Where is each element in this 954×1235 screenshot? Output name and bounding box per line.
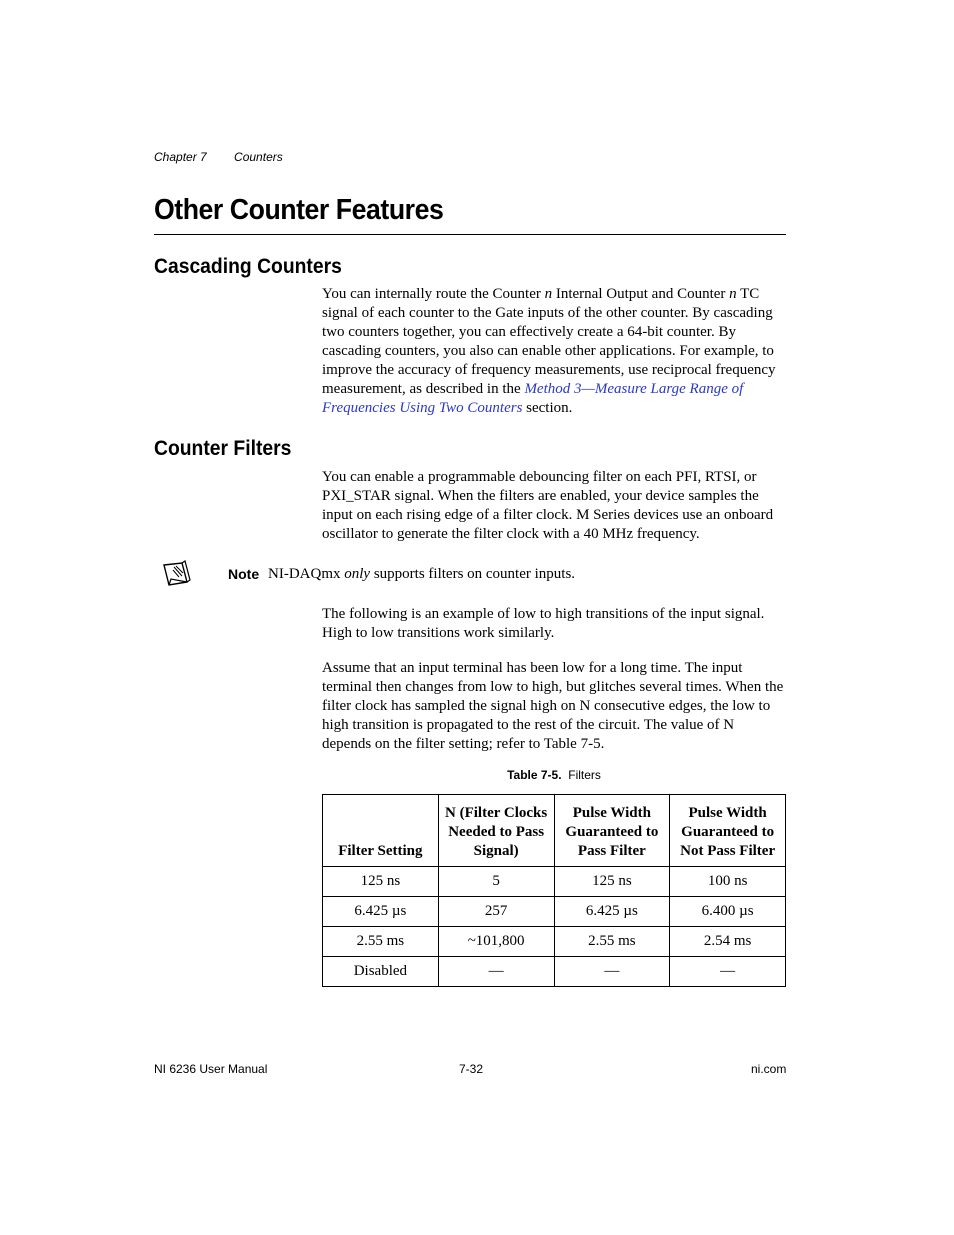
text-run: section. bbox=[522, 400, 573, 416]
column-header: N (Filter Clocks Needed to Pass Signal) bbox=[438, 795, 554, 867]
table-cell: Disabled bbox=[323, 957, 439, 987]
table-row bbox=[323, 897, 786, 927]
text-run: NI-DAQmx bbox=[268, 566, 345, 582]
table-cell: ~101,800 bbox=[438, 927, 554, 957]
column-header: Filter Setting bbox=[323, 795, 439, 867]
table-header-row bbox=[323, 795, 786, 867]
table-row bbox=[323, 957, 786, 987]
footer-page-number: 7-32 bbox=[459, 1062, 484, 1076]
running-header bbox=[154, 150, 283, 164]
note-icon bbox=[161, 560, 191, 588]
table-cell: — bbox=[670, 957, 786, 987]
table-cell: — bbox=[438, 957, 554, 987]
text-run: supports filters on counter inputs. bbox=[370, 566, 576, 582]
filters-paragraph-3: Assume that an input terminal has been low for a long time. The input terminal then changes from low to high, but glitches several times. When the filter clock has sampled the signal high on N consecutive edges, the low to high transition is propagated to the rest of the circuit. The value of N depends on the filter setting; refer to Table 7-5. bbox=[322, 660, 784, 752]
text-run: TC signal of each counter to the Gate inputs of the other counter. By cascading two counters together, you can effectively create a 64-bit counter. By cascading counters, you also can enable other applications. For example, to improve the accuracy of frequency measurements, use reciprocal frequency measurement, as described in the bbox=[322, 286, 776, 397]
filters-table bbox=[322, 794, 786, 987]
section-label: Counters bbox=[234, 150, 283, 164]
column-header: Pulse Width Guaranteed to Pass Filter bbox=[554, 795, 670, 867]
table-cell: 100 ns bbox=[670, 867, 786, 897]
column-header: Pulse Width Guaranteed to Not Pass Filter bbox=[670, 795, 786, 867]
table-cell: — bbox=[554, 957, 670, 987]
table-cell: 257 bbox=[438, 897, 554, 927]
title-rule bbox=[154, 234, 786, 235]
method-3-link[interactable]: Method 3—Measure Large Range of Frequencies Using Two Counters bbox=[322, 381, 744, 416]
italic-only: only bbox=[344, 566, 371, 582]
table-cell: 2.55 ms bbox=[323, 927, 439, 957]
table-cell: 6.400 µs bbox=[670, 897, 786, 927]
page-title: Other Counter Features bbox=[154, 194, 444, 226]
table-cell: 5 bbox=[438, 867, 554, 897]
footer-manual-name: NI 6236 User Manual bbox=[154, 1062, 268, 1076]
note-label: Note bbox=[228, 566, 260, 582]
table-caption-text: Filters bbox=[568, 768, 601, 782]
footer-website: ni.com bbox=[751, 1062, 787, 1076]
cascading-counters-heading: Cascading Counters bbox=[154, 255, 342, 278]
table-row bbox=[323, 927, 786, 957]
table-row bbox=[323, 867, 786, 897]
table-cell: 2.55 ms bbox=[554, 927, 670, 957]
table-cell: 6.425 µs bbox=[554, 897, 670, 927]
table-cell: 6.425 µs bbox=[323, 897, 439, 927]
italic-n: n bbox=[544, 286, 553, 302]
counter-filters-heading: Counter Filters bbox=[154, 437, 292, 460]
table-cell: 2.54 ms bbox=[670, 927, 786, 957]
filters-paragraph-1: You can enable a programmable debouncing filter on each PFI, RTSI, or PXI_STAR signal. When the filters are enabled, your device samples the input on each rising edge of a filter clock. M Series devices use an onboard oscillator to generate the filter clock with a 40 MHz frequency. bbox=[322, 469, 774, 542]
cascading-counters-paragraph bbox=[322, 285, 784, 418]
filters-paragraph-2: The following is an example of low to high transitions of the input signal. High to low transitions work similarly. bbox=[322, 606, 765, 641]
chapter-label: Chapter 7 bbox=[154, 150, 207, 164]
italic-n: n bbox=[729, 286, 737, 302]
table-caption bbox=[322, 768, 786, 782]
text-run: You can internally route the Counter bbox=[322, 286, 545, 302]
table-cell: 125 ns bbox=[554, 867, 670, 897]
table-cell: 125 ns bbox=[323, 867, 439, 897]
table-caption-label: Table 7-5. bbox=[507, 768, 562, 782]
text-run: Internal Output and Counter bbox=[552, 286, 730, 302]
note-text bbox=[268, 565, 575, 584]
